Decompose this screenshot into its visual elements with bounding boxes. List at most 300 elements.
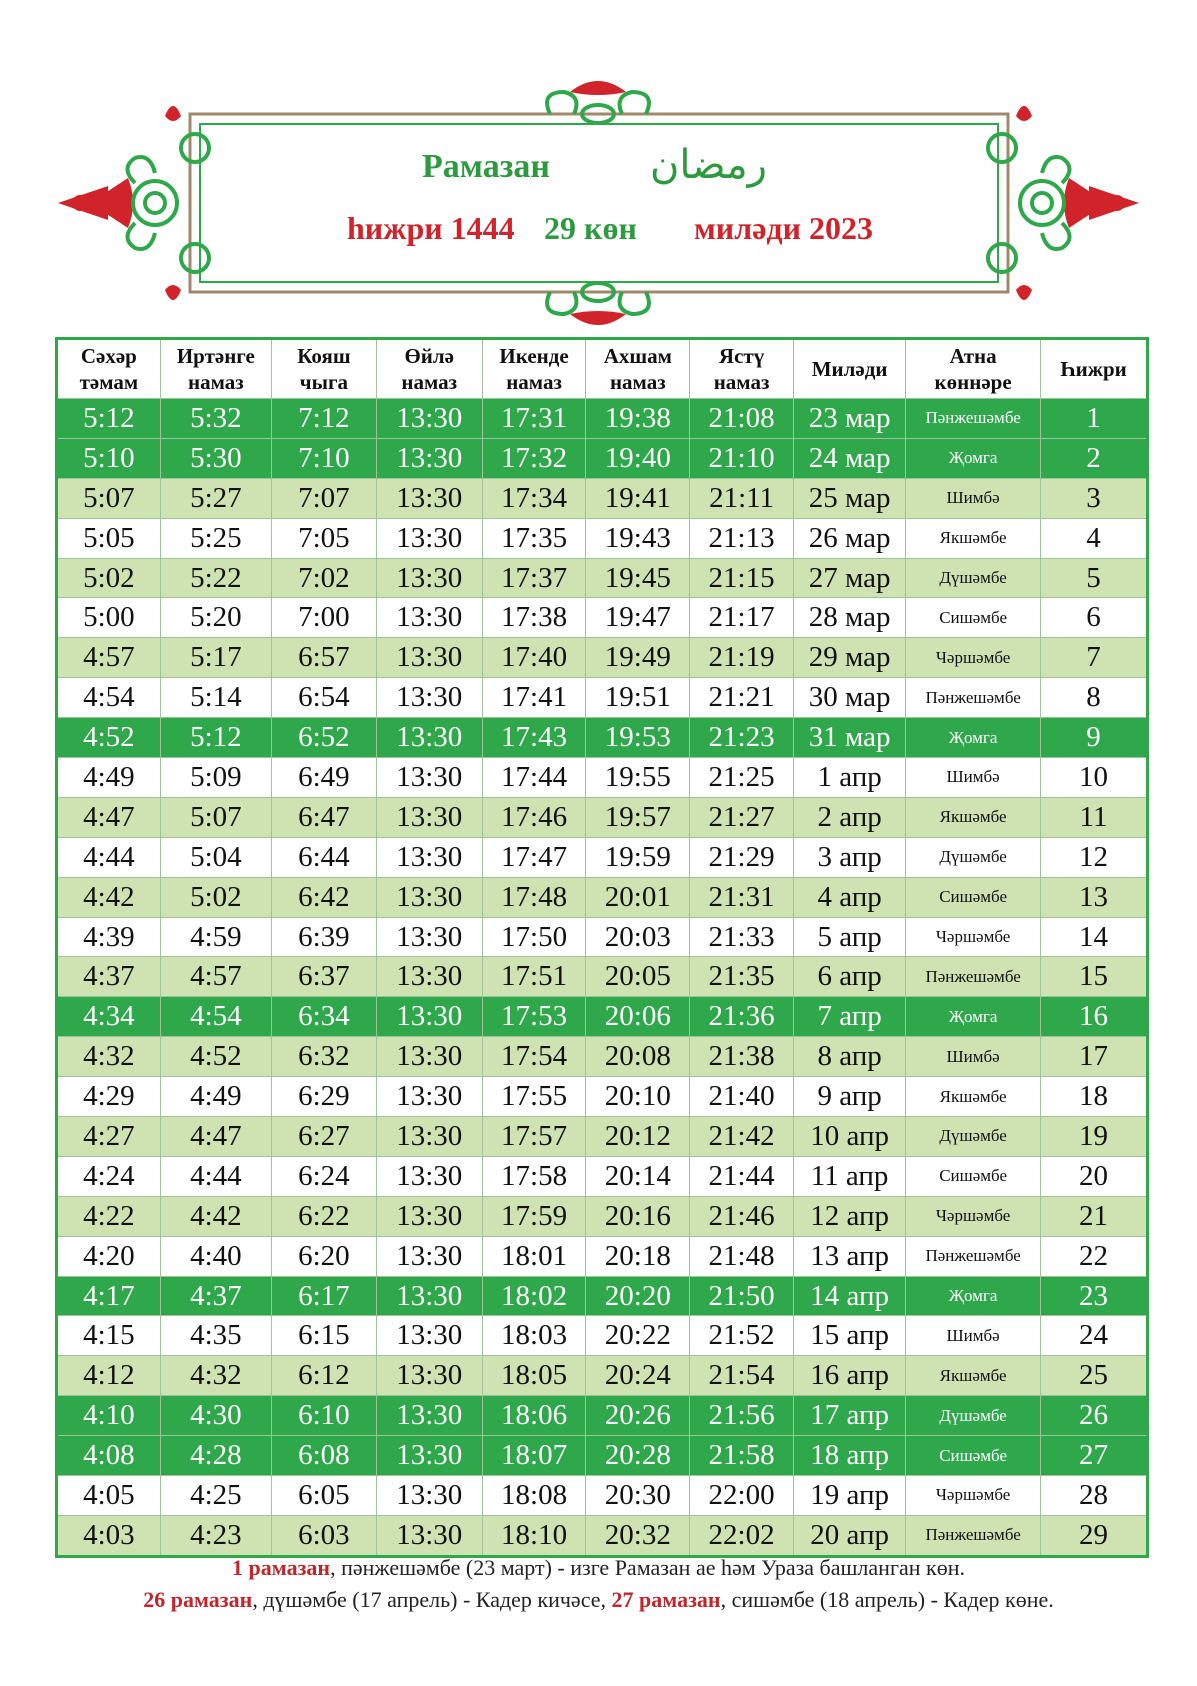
cell-weekday: Пәнжешәмбе: [906, 399, 1041, 439]
cell-yastu: 21:46: [690, 1196, 794, 1236]
table-row: [57, 1515, 1148, 1556]
cell-irtange: 4:30: [160, 1396, 271, 1436]
cell-koyash: 6:17: [271, 1276, 376, 1316]
cell-sahar: 4:29: [57, 1077, 161, 1117]
column-header-line: Өйлә: [404, 344, 455, 368]
cell-hijri: 25: [1041, 1356, 1148, 1396]
cell-weekday: Җомга: [906, 438, 1041, 478]
cell-hijri: 22: [1041, 1236, 1148, 1276]
ornament-frame-graphic: [50, 78, 1147, 328]
table-row: [57, 438, 1148, 478]
cell-hijri: 4: [1041, 518, 1148, 558]
cell-akhsham: 20:12: [586, 1117, 690, 1157]
cell-koyash: 7:00: [271, 598, 376, 638]
cell-weekday: Шимбә: [906, 758, 1041, 798]
cell-hijri: 11: [1041, 797, 1148, 837]
cell-oyle: 13:30: [376, 598, 482, 638]
table-row: [57, 1356, 1148, 1396]
cell-oyle: 13:30: [376, 1037, 482, 1077]
cell-hijri: 8: [1041, 678, 1148, 718]
column-header-line: Кояш: [297, 344, 351, 368]
cell-yastu: 21:44: [690, 1156, 794, 1196]
cell-koyash: 6:29: [271, 1077, 376, 1117]
cell-miladi: 14 апр: [793, 1276, 905, 1316]
cell-oyle: 13:30: [376, 1196, 482, 1236]
cell-koyash: 7:07: [271, 478, 376, 518]
cell-ikende: 17:34: [482, 478, 586, 518]
cell-irtange: 4:40: [160, 1236, 271, 1276]
column-header-line: Атна: [949, 344, 997, 368]
cell-oyle: 13:30: [376, 1396, 482, 1436]
cell-irtange: 4:35: [160, 1316, 271, 1356]
cell-weekday: Пәнжешәмбе: [906, 957, 1041, 997]
cell-oyle: 13:30: [376, 1476, 482, 1516]
cell-koyash: 6:15: [271, 1316, 376, 1356]
cell-akhsham: 20:14: [586, 1156, 690, 1196]
cell-miladi: 30 мар: [793, 678, 905, 718]
page-title: Рамазан: [422, 148, 550, 185]
table-row: [57, 678, 1148, 718]
gregorian-year: миләди 2023: [694, 210, 874, 246]
cell-yastu: 21:58: [690, 1436, 794, 1476]
cell-oyle: 13:30: [376, 478, 482, 518]
cell-oyle: 13:30: [376, 558, 482, 598]
table-row: [57, 638, 1148, 678]
cell-akhsham: 19:53: [586, 718, 690, 758]
column-header-line: көннәре: [934, 370, 1012, 394]
cell-weekday: Пәнжешәмбе: [906, 1236, 1041, 1276]
cell-miladi: 6 апр: [793, 957, 905, 997]
cell-irtange: 4:54: [160, 997, 271, 1037]
cell-ikende: 18:01: [482, 1236, 586, 1276]
cell-ikende: 17:50: [482, 917, 586, 957]
column-header-line: Икенде: [499, 344, 569, 368]
cell-yastu: 21:35: [690, 957, 794, 997]
cell-oyle: 13:30: [376, 1515, 482, 1556]
cell-hijri: 29: [1041, 1515, 1148, 1556]
table-row: [57, 758, 1148, 798]
cell-ikende: 17:48: [482, 877, 586, 917]
cell-koyash: 6:39: [271, 917, 376, 957]
cell-akhsham: 20:32: [586, 1515, 690, 1556]
cell-ikende: 17:31: [482, 399, 586, 439]
cell-hijri: 18: [1041, 1077, 1148, 1117]
column-header-irtange: [160, 339, 271, 399]
top-center-ornament-icon: [547, 81, 649, 123]
cell-hijri: 12: [1041, 837, 1148, 877]
cell-akhsham: 19:41: [586, 478, 690, 518]
cell-koyash: 6:34: [271, 997, 376, 1037]
cell-hijri: 1: [1041, 399, 1148, 439]
table-row: [57, 917, 1148, 957]
cell-ikende: 18:03: [482, 1316, 586, 1356]
cell-akhsham: 19:49: [586, 638, 690, 678]
cell-sahar: 4:34: [57, 997, 161, 1037]
cell-irtange: 5:17: [160, 638, 271, 678]
column-header-line: Миләди: [811, 357, 888, 381]
cell-yastu: 21:36: [690, 997, 794, 1037]
column-header-line: Сәхәр: [80, 344, 137, 368]
cell-koyash: 6:10: [271, 1396, 376, 1436]
cell-yastu: 21:27: [690, 797, 794, 837]
cell-akhsham: 20:16: [586, 1196, 690, 1236]
table-row: [57, 1316, 1148, 1356]
cell-miladi: 1 апр: [793, 758, 905, 798]
cell-akhsham: 20:05: [586, 957, 690, 997]
cell-weekday: Сишәмбе: [906, 877, 1041, 917]
cell-sahar: 4:08: [57, 1436, 161, 1476]
cell-miladi: 16 апр: [793, 1356, 905, 1396]
cell-koyash: 6:49: [271, 758, 376, 798]
cell-yastu: 21:10: [690, 438, 794, 478]
table-row: [57, 1436, 1148, 1476]
table-row: [57, 957, 1148, 997]
cell-weekday: Якшәмбе: [906, 797, 1041, 837]
cell-oyle: 13:30: [376, 718, 482, 758]
cell-oyle: 13:30: [376, 399, 482, 439]
cell-oyle: 13:30: [376, 997, 482, 1037]
table-header-row: [57, 339, 1148, 399]
cell-koyash: 7:10: [271, 438, 376, 478]
cell-sahar: 4:47: [57, 797, 161, 837]
cell-irtange: 5:25: [160, 518, 271, 558]
cell-akhsham: 19:38: [586, 399, 690, 439]
cell-sahar: 4:54: [57, 678, 161, 718]
column-header-miladi: [793, 339, 905, 399]
table-row: [57, 399, 1148, 439]
cell-miladi: 31 мар: [793, 718, 905, 758]
cell-sahar: 4:27: [57, 1117, 161, 1157]
cell-miladi: 18 апр: [793, 1436, 905, 1476]
column-header-line: намаз: [506, 370, 562, 394]
cell-ikende: 17:43: [482, 718, 586, 758]
table-row: [57, 1156, 1148, 1196]
table-row: [57, 478, 1148, 518]
cell-weekday: Шимбә: [906, 1037, 1041, 1077]
cell-irtange: 5:04: [160, 837, 271, 877]
cell-oyle: 13:30: [376, 877, 482, 917]
cell-yastu: 21:33: [690, 917, 794, 957]
cell-weekday: Чәршәмбе: [906, 1196, 1041, 1236]
cell-akhsham: 19:51: [586, 678, 690, 718]
column-header-hijri: [1041, 339, 1148, 399]
cell-weekday: Шимбә: [906, 478, 1041, 518]
table-row: [57, 518, 1148, 558]
hijri-year: hижри 1444: [347, 210, 515, 246]
cell-sahar: 4:24: [57, 1156, 161, 1196]
table-row: [57, 1236, 1148, 1276]
cell-ikende: 17:35: [482, 518, 586, 558]
cell-irtange: 4:57: [160, 957, 271, 997]
cell-miladi: 4 апр: [793, 877, 905, 917]
table-row: [57, 718, 1148, 758]
cell-akhsham: 20:03: [586, 917, 690, 957]
cell-irtange: 5:32: [160, 399, 271, 439]
cell-irtange: 5:22: [160, 558, 271, 598]
cell-miladi: 23 мар: [793, 399, 905, 439]
cell-koyash: 6:54: [271, 678, 376, 718]
cell-oyle: 13:30: [376, 438, 482, 478]
column-header-line: Иртәнге: [176, 344, 255, 368]
cell-yastu: 21:08: [690, 399, 794, 439]
table-row: [57, 1396, 1148, 1436]
cell-weekday: Пәнжешәмбе: [906, 678, 1041, 718]
cell-oyle: 13:30: [376, 917, 482, 957]
cell-akhsham: 19:57: [586, 797, 690, 837]
cell-ikende: 18:07: [482, 1436, 586, 1476]
bottom-center-ornament-icon: [547, 283, 649, 325]
cell-miladi: 28 мар: [793, 598, 905, 638]
cell-akhsham: 20:20: [586, 1276, 690, 1316]
cell-sahar: 4:37: [57, 957, 161, 997]
cell-weekday: Якшәмбе: [906, 518, 1041, 558]
cell-irtange: 4:37: [160, 1276, 271, 1316]
cell-oyle: 13:30: [376, 678, 482, 718]
cell-hijri: 15: [1041, 957, 1148, 997]
cell-miladi: 27 мар: [793, 558, 905, 598]
cell-irtange: 5:09: [160, 758, 271, 798]
cell-yastu: 21:52: [690, 1316, 794, 1356]
cell-hijri: 28: [1041, 1476, 1148, 1516]
cell-oyle: 13:30: [376, 1316, 482, 1356]
cell-miladi: 19 апр: [793, 1476, 905, 1516]
cell-weekday: Сишәмбе: [906, 1436, 1041, 1476]
cell-ikende: 17:54: [482, 1037, 586, 1077]
cell-yastu: 21:11: [690, 478, 794, 518]
cell-sahar: 5:00: [57, 598, 161, 638]
cell-weekday: Җомга: [906, 997, 1041, 1037]
cell-koyash: 7:12: [271, 399, 376, 439]
footer-note-2: [0, 1587, 1197, 1613]
cell-irtange: 4:47: [160, 1117, 271, 1157]
cell-sahar: 4:15: [57, 1316, 161, 1356]
cell-miladi: 17 апр: [793, 1396, 905, 1436]
cell-weekday: Дүшәмбе: [906, 1396, 1041, 1436]
column-header-line: намаз: [188, 370, 244, 394]
cell-yastu: 21:29: [690, 837, 794, 877]
cell-miladi: 12 апр: [793, 1196, 905, 1236]
cell-akhsham: 20:24: [586, 1356, 690, 1396]
cell-akhsham: 20:10: [586, 1077, 690, 1117]
cell-weekday: Дүшәмбе: [906, 837, 1041, 877]
cell-ikende: 17:37: [482, 558, 586, 598]
cell-miladi: 8 апр: [793, 1037, 905, 1077]
cell-irtange: 4:28: [160, 1436, 271, 1476]
cell-hijri: 7: [1041, 638, 1148, 678]
cell-ikende: 17:51: [482, 957, 586, 997]
cell-ikende: 17:57: [482, 1117, 586, 1157]
cell-oyle: 13:30: [376, 1117, 482, 1157]
table-row: [57, 1276, 1148, 1316]
cell-hijri: 19: [1041, 1117, 1148, 1157]
cell-irtange: 4:44: [160, 1156, 271, 1196]
cell-miladi: 3 апр: [793, 837, 905, 877]
cell-hijri: 24: [1041, 1316, 1148, 1356]
cell-akhsham: 20:01: [586, 877, 690, 917]
cell-weekday: Чәршәмбе: [906, 1476, 1041, 1516]
table-row: [57, 1117, 1148, 1157]
cell-miladi: 7 апр: [793, 997, 905, 1037]
cell-sahar: 4:10: [57, 1396, 161, 1436]
cell-sahar: 4:42: [57, 877, 161, 917]
cell-irtange: 5:02: [160, 877, 271, 917]
cell-sahar: 4:12: [57, 1356, 161, 1396]
subtitle-row: [0, 210, 1197, 260]
cell-ikende: 17:55: [482, 1077, 586, 1117]
cell-irtange: 5:27: [160, 478, 271, 518]
cell-koyash: 6:52: [271, 718, 376, 758]
column-header-ikende: [482, 339, 586, 399]
cell-akhsham: 19:47: [586, 598, 690, 638]
cell-yastu: 22:02: [690, 1515, 794, 1556]
column-header-line: Ястү: [718, 344, 765, 368]
cell-sahar: 4:57: [57, 638, 161, 678]
cell-ikende: 17:40: [482, 638, 586, 678]
footer-note-1-highlight: 1 рамазан: [232, 1555, 331, 1580]
cell-koyash: 6:22: [271, 1196, 376, 1236]
cell-miladi: 15 апр: [793, 1316, 905, 1356]
table-row: [57, 797, 1148, 837]
column-header-sahar: [57, 339, 161, 399]
cell-koyash: 6:24: [271, 1156, 376, 1196]
cell-hijri: 5: [1041, 558, 1148, 598]
cell-miladi: 10 апр: [793, 1117, 905, 1157]
cell-weekday: Дүшәмбе: [906, 558, 1041, 598]
cell-oyle: 13:30: [376, 1077, 482, 1117]
cell-koyash: 6:27: [271, 1117, 376, 1157]
column-header-weekday: [906, 339, 1041, 399]
footer-note-1: [0, 1555, 1197, 1581]
cell-weekday: Дүшәмбе: [906, 1117, 1041, 1157]
cell-hijri: 13: [1041, 877, 1148, 917]
cell-ikende: 17:38: [482, 598, 586, 638]
cell-miladi: 9 апр: [793, 1077, 905, 1117]
table-row: [57, 598, 1148, 638]
cell-ikende: 17:41: [482, 678, 586, 718]
cell-miladi: 11 апр: [793, 1156, 905, 1196]
cell-hijri: 21: [1041, 1196, 1148, 1236]
cell-sahar: 4:39: [57, 917, 161, 957]
cell-weekday: Пәнжешәмбе: [906, 1515, 1041, 1556]
cell-miladi: 2 апр: [793, 797, 905, 837]
cell-irtange: 4:49: [160, 1077, 271, 1117]
cell-oyle: 13:30: [376, 957, 482, 997]
cell-sahar: 5:02: [57, 558, 161, 598]
cell-hijri: 14: [1041, 917, 1148, 957]
page-title-arabic: رمضان: [650, 142, 767, 188]
footer-note-2-text-2: , сишәмбе (18 апрель) - Кадер көне.: [720, 1587, 1054, 1612]
cell-irtange: 5:14: [160, 678, 271, 718]
cell-ikende: 17:58: [482, 1156, 586, 1196]
cell-ikende: 17:44: [482, 758, 586, 798]
cell-koyash: 6:42: [271, 877, 376, 917]
table-row: [57, 1037, 1148, 1077]
cell-sahar: 4:32: [57, 1037, 161, 1077]
cell-ikende: 18:02: [482, 1276, 586, 1316]
cell-miladi: 24 мар: [793, 438, 905, 478]
cell-oyle: 13:30: [376, 638, 482, 678]
cell-koyash: 6:32: [271, 1037, 376, 1077]
cell-sahar: 4:52: [57, 718, 161, 758]
cell-ikende: 18:10: [482, 1515, 586, 1556]
cell-akhsham: 20:26: [586, 1396, 690, 1436]
cell-koyash: 6:08: [271, 1436, 376, 1476]
cell-sahar: 4:03: [57, 1515, 161, 1556]
prayer-times-table: [55, 337, 1149, 1558]
cell-hijri: 2: [1041, 438, 1148, 478]
column-header-akhsham: [586, 339, 690, 399]
cell-yastu: 21:19: [690, 638, 794, 678]
cell-ikende: 18:08: [482, 1476, 586, 1516]
cell-koyash: 6:03: [271, 1515, 376, 1556]
cell-weekday: Җомга: [906, 1276, 1041, 1316]
cell-yastu: 21:42: [690, 1117, 794, 1157]
cell-yastu: 21:23: [690, 718, 794, 758]
cell-hijri: 10: [1041, 758, 1148, 798]
cell-akhsham: 20:06: [586, 997, 690, 1037]
cell-hijri: 23: [1041, 1276, 1148, 1316]
cell-yastu: 21:54: [690, 1356, 794, 1396]
cell-yastu: 21:31: [690, 877, 794, 917]
cell-sahar: 4:20: [57, 1236, 161, 1276]
footer-note-2-highlight-1: 26 рамазан: [143, 1587, 253, 1612]
cell-irtange: 4:59: [160, 917, 271, 957]
cell-hijri: 26: [1041, 1396, 1148, 1436]
cell-oyle: 13:30: [376, 1436, 482, 1476]
table-row: [57, 558, 1148, 598]
cell-oyle: 13:30: [376, 837, 482, 877]
cell-sahar: 4:49: [57, 758, 161, 798]
cell-yastu: 21:13: [690, 518, 794, 558]
cell-ikende: 17:47: [482, 837, 586, 877]
cell-irtange: 4:23: [160, 1515, 271, 1556]
cell-sahar: 5:07: [57, 478, 161, 518]
cell-ikende: 17:46: [482, 797, 586, 837]
cell-yastu: 21:17: [690, 598, 794, 638]
cell-akhsham: 19:55: [586, 758, 690, 798]
cell-yastu: 21:25: [690, 758, 794, 798]
cell-akhsham: 20:08: [586, 1037, 690, 1077]
table-row: [57, 1476, 1148, 1516]
cell-yastu: 21:38: [690, 1037, 794, 1077]
cell-ikende: 17:32: [482, 438, 586, 478]
cell-weekday: Якшәмбе: [906, 1077, 1041, 1117]
cell-yastu: 21:15: [690, 558, 794, 598]
cell-akhsham: 20:18: [586, 1236, 690, 1276]
cell-oyle: 13:30: [376, 1276, 482, 1316]
table-row: [57, 997, 1148, 1037]
column-header-line: Ахшам: [603, 344, 672, 368]
cell-sahar: 5:10: [57, 438, 161, 478]
cell-koyash: 6:47: [271, 797, 376, 837]
cell-ikende: 17:53: [482, 997, 586, 1037]
column-header-line: намаз: [713, 370, 770, 394]
column-header-koyash: [271, 339, 376, 399]
cell-ikende: 17:59: [482, 1196, 586, 1236]
cell-oyle: 13:30: [376, 1156, 482, 1196]
table-row: [57, 837, 1148, 877]
cell-weekday: Сишәмбе: [906, 598, 1041, 638]
cell-irtange: 5:07: [160, 797, 271, 837]
cell-hijri: 9: [1041, 718, 1148, 758]
cell-miladi: 29 мар: [793, 638, 905, 678]
cell-sahar: 4:05: [57, 1476, 161, 1516]
cell-koyash: 7:05: [271, 518, 376, 558]
cell-irtange: 5:12: [160, 718, 271, 758]
cell-sahar: 5:05: [57, 518, 161, 558]
cell-irtange: 5:20: [160, 598, 271, 638]
cell-oyle: 13:30: [376, 1236, 482, 1276]
